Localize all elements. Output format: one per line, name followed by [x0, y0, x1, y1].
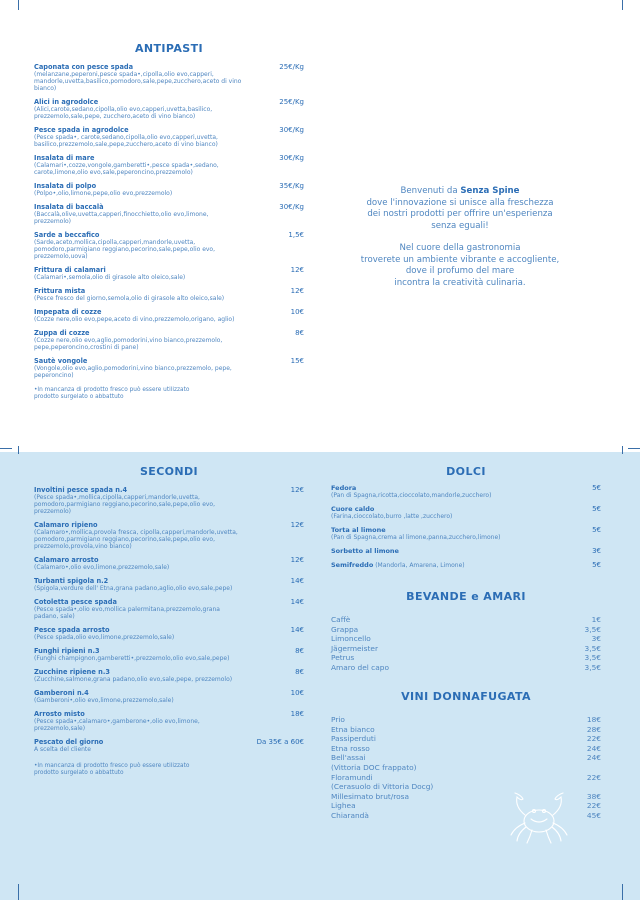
item-name: Impepata di cozze — [34, 308, 102, 316]
item-description: (Zucchine,salmone,grana padano,olio evo,sale,pepe, prezzemolo) — [34, 676, 233, 683]
item-description: (Vongole,olio evo,aglio,pomodorini,vino bianco,prezzemolo, pepe, peperoncino) — [34, 365, 232, 379]
antipasti-item — [34, 308, 304, 323]
item-name: Turbanti spigola n.2 — [34, 577, 109, 585]
item-name: Pesce spada arrosto — [34, 626, 110, 634]
item-name: Insalata di polpo — [34, 182, 97, 190]
secondi-item — [34, 668, 304, 683]
item-name: Involtini pesce spada n.4 — [34, 486, 128, 494]
item-name: Passiperduti — [331, 734, 376, 744]
item-name: Bell'assai — [331, 753, 366, 763]
antipasti-item — [34, 266, 304, 281]
item-name — [331, 505, 601, 513]
item-price: 30€/Kg — [279, 126, 304, 134]
secondi-note: •In mancanza di prodotto fresco può essere utilizzato prodotto surgelato o abbattuto — [34, 763, 190, 776]
item-name: Grappa — [331, 624, 359, 634]
antipasti-item — [34, 287, 304, 302]
dolci-item — [331, 505, 601, 520]
bevande-list — [331, 615, 601, 673]
antipasti-item — [34, 357, 304, 379]
antipasti-item — [34, 98, 304, 120]
item-name: Chiarandà — [331, 810, 369, 820]
item-price: 5€ — [592, 526, 601, 534]
crop-mark — [622, 884, 623, 900]
crop-mark — [628, 448, 640, 449]
item-price: 1,5€ — [288, 231, 304, 239]
item-name: (Cerasuolo di Vittoria Docg) — [331, 782, 434, 792]
item-name: Etna bianco — [331, 724, 375, 734]
item-price: 22€ — [586, 734, 601, 744]
item-name: Lighea — [331, 801, 356, 811]
item-name: Insalata di mare — [34, 154, 95, 162]
welcome-line2: dove l'innovazione si unisce alla freschezza — [366, 197, 554, 208]
antipasti-list — [34, 63, 304, 379]
item-description: (Pesce spada•,calamaro•,gamberone•,olio evo,limone, prezzemolo,sale) — [34, 718, 200, 732]
item-description: (Farina,cioccolato,burro ,latte ,zucchero) — [331, 513, 453, 520]
vini-item — [331, 763, 601, 773]
item-name: Funghi ripieni n.3 — [34, 647, 100, 655]
item-description: (Pesce fresco del giorno,semola,olio di girasole alto oleico,sale) — [34, 295, 225, 302]
item-description: (Polpo•,olio,limone,pepe,olio evo,prezzemolo) — [34, 190, 173, 197]
item-description: (melanzane,peperoni,pesce spada•,cipolla,olio evo,capperi, mandorle,uvetta,basilico,pomodoro,sale,pepe,zucchero,aceto di vino bianco) — [34, 71, 242, 92]
item-name: Frittura di calamari — [34, 266, 106, 274]
item-description: (Alici,carote,sedano,cipolla,olio evo,capperi,uvetta,basilico, prezzemolo,sale,pepe, zucchero,aceto di vino bianco) — [34, 106, 213, 120]
item-price: 24€ — [586, 753, 601, 763]
item-description: (Sarde,aceto,mollica,cipolla,capperi,mandorle,uvetta, pomodoro,parmigiano reggiano,pecorino,sale,pepe,olio evo, prezzemolo,uova) — [34, 239, 216, 260]
vini-item — [331, 773, 601, 783]
item-price: 14€ — [290, 598, 304, 606]
item-price: 14€ — [290, 626, 304, 634]
vini-title: VINI DONNAFUGATA — [401, 690, 531, 703]
secondi-item — [34, 486, 304, 515]
item-name-text: Fedora — [331, 484, 357, 492]
bevande-item — [331, 663, 601, 673]
item-name: Pesce spada in agrodolce — [34, 126, 129, 134]
crop-mark — [18, 446, 19, 454]
vini-item — [331, 715, 601, 725]
bevande-item — [331, 653, 601, 663]
antipasti-item — [34, 154, 304, 176]
crop-mark — [18, 0, 19, 10]
item-description: (Funghi champignon,gamberetti•,prezzemolo,olio evo,sale,pepe) — [34, 655, 230, 662]
item-name-text: Semifreddo — [331, 561, 374, 569]
vini-item — [331, 753, 601, 763]
item-price: 22€ — [586, 801, 601, 811]
item-price: 12€ — [290, 266, 304, 274]
antipasti-note: •In mancanza di prodotto fresco può essere utilizzato prodotto surgelato o abbattuto — [34, 387, 190, 400]
welcome-line8: incontra la creatività culinaria. — [394, 277, 526, 288]
secondi-item — [34, 577, 304, 592]
secondi-item — [34, 738, 304, 753]
item-price: 8€ — [295, 668, 304, 676]
crop-mark — [18, 884, 19, 900]
item-name: Floramundi — [331, 772, 373, 782]
item-name: Zucchine ripiene n.3 — [34, 668, 110, 676]
item-name-text: Torta al limone — [331, 526, 386, 534]
secondi-item — [34, 598, 304, 620]
item-price: 18€ — [586, 715, 601, 724]
item-price: 18€ — [290, 710, 304, 718]
crab-icon — [505, 785, 573, 847]
antipasti-item — [34, 126, 304, 148]
secondi-item — [34, 689, 304, 704]
item-price: 25€/Kg — [279, 98, 304, 106]
item-name: Frittura mista — [34, 287, 86, 295]
item-name: Pescato del giorno — [34, 738, 104, 746]
item-price: 8€ — [295, 329, 304, 337]
bevande-item — [331, 644, 601, 654]
welcome-line6: troverete un ambiente vibrante e accogliente, — [360, 254, 560, 265]
item-price: 12€ — [290, 287, 304, 295]
item-price: 24€ — [586, 743, 601, 753]
secondi-title: SECONDI — [139, 465, 199, 478]
item-description: (Pan di Spagna,crema al limone,panna,zucchero,limone) — [331, 534, 501, 541]
vini-item — [331, 734, 601, 744]
item-description: (Cozze nere,olio evo,pepe,aceto di vino,prezzemolo,origano, aglio) — [34, 316, 235, 323]
antipasti-item — [34, 329, 304, 351]
item-name — [331, 547, 601, 555]
item-name: Limoncello — [331, 634, 371, 644]
item-description: (Calamaro•,mollica,provola fresca, cipolla,capperi,mandorle,uvetta, pomodoro,parmigiano reggiano,pecorino,sale,pepe,olio evo, prezzemolo,provola,vino bianco) — [34, 529, 238, 550]
item-description: (Baccalà,olive,uvetta,capperi,finocchietto,olio evo,limone, prezzemolo) — [34, 211, 209, 225]
bevande-section — [331, 590, 601, 673]
item-price: 38€ — [586, 791, 601, 801]
item-name: Sarde a beccafico — [34, 231, 100, 239]
bevande-item — [331, 615, 601, 625]
item-name-text: Sorbetto al limone — [331, 547, 399, 555]
item-description: (Pan di Spagna,ricotta,cioccolato,mandorle,zucchero) — [331, 492, 492, 499]
vini-item — [331, 725, 601, 735]
item-name: Zuppa di cozze — [34, 329, 90, 337]
item-price: 15€ — [290, 357, 304, 365]
antipasti-item — [34, 182, 304, 197]
secondi-item — [34, 710, 304, 732]
item-price: 12€ — [290, 486, 304, 494]
item-name — [331, 526, 601, 534]
item-description: (Spigola,verdure dell' Etna,grana padano,aglio,olio evo,sale,pepe) — [34, 585, 233, 592]
secondi-item — [34, 556, 304, 571]
dolci-item — [331, 484, 601, 499]
welcome-text — [350, 186, 570, 289]
item-name: Alici in agrodolce — [34, 98, 99, 106]
item-description: (Calamari•,cozze,vongole,gamberetti•,pesce spada•,sedano, carote,limone,olio evo,sale,peperoncino,prezzemolo) — [34, 162, 219, 176]
item-description: (Calamaro•,olio evo,limone,prezzemolo,sale) — [34, 564, 170, 571]
dolci-item — [331, 526, 601, 541]
item-description: A scelta del cliente — [34, 746, 91, 753]
secondi-item — [34, 521, 304, 550]
item-name: Arrosto misto — [34, 710, 85, 718]
item-price: 3,5€ — [584, 643, 601, 653]
item-price: 5€ — [592, 561, 601, 569]
item-name — [331, 484, 601, 492]
item-price: 12€ — [290, 521, 304, 529]
welcome-line5: Nel cuore della gastronomia — [399, 243, 521, 253]
item-price: 28€ — [586, 724, 601, 734]
item-name: Caponata con pesce spada — [34, 63, 134, 71]
welcome-line4: senza eguali! — [431, 220, 489, 231]
secondi-list — [34, 486, 304, 753]
dolci-item — [331, 561, 601, 569]
item-name-text: Cuore caldo — [331, 505, 375, 513]
item-name: Etna rosso — [331, 743, 370, 753]
item-name — [331, 561, 601, 569]
item-price: 10€ — [290, 689, 304, 697]
item-price: 45€ — [586, 810, 601, 820]
welcome-line7: dove il profumo del mare — [405, 266, 515, 276]
item-price: 8€ — [295, 647, 304, 655]
item-price: 1€ — [591, 615, 601, 624]
item-price: 12€ — [290, 556, 304, 564]
item-description: (Pesce spada•,mollica,cipolla,capperi,mandorle,uvetta, pomodoro,parmigiano reggiano,pecorino,sale,pepe,olio evo, prezzemolo) — [34, 494, 216, 515]
item-price: 10€ — [290, 308, 304, 316]
secondi-item — [34, 647, 304, 662]
dolci-section — [331, 465, 601, 575]
item-price: 5€ — [592, 484, 601, 492]
item-name: Gamberoni n.4 — [34, 689, 89, 697]
dolci-list — [331, 484, 601, 569]
item-price: 5€ — [592, 505, 601, 513]
item-name: Prio — [331, 715, 345, 724]
antipasti-section — [34, 42, 304, 401]
antipasti-title: ANTIPASTI — [135, 42, 203, 55]
antipasti-item — [34, 63, 304, 92]
item-price: 35€/Kg — [279, 182, 304, 190]
crop-mark — [622, 0, 623, 10]
item-description: (Mandorla, Amarena, Limone) — [373, 562, 465, 569]
item-price: 22€ — [586, 772, 601, 782]
vini-item — [331, 744, 601, 754]
crop-mark — [0, 448, 12, 449]
dolci-title: DOLCI — [446, 465, 486, 478]
item-price: 14€ — [290, 577, 304, 585]
item-description: (Gamberoni•,olio evo,limone,prezzemolo,sale) — [34, 697, 174, 704]
item-price: 3,5€ — [584, 662, 601, 672]
item-price: 3€ — [592, 547, 601, 555]
crop-mark — [622, 446, 623, 454]
item-name: Petrus — [331, 653, 355, 663]
item-description: (Pesce spada•, carote,sedano,cipolla,olio evo,capperi,uvetta, basilico,prezzemolo,sale,pepe,zucchero,aceto di vino bianco) — [34, 134, 218, 148]
welcome-line1-pre: Benvenuti da — [400, 186, 461, 196]
secondi-section — [34, 465, 304, 777]
bevande-item — [331, 634, 601, 644]
item-name: Millesimato brut/rosa — [331, 791, 410, 801]
item-price: 30€/Kg — [279, 203, 304, 211]
item-name: (Vittoria DOC frappato) — [331, 762, 417, 772]
item-price: Da 35€ a 60€ — [256, 738, 304, 746]
welcome-line3: dei nostri prodotti per offrire un'esperienza — [367, 209, 553, 219]
item-price: 25€/Kg — [279, 63, 304, 71]
item-name: Cotoletta pesce spada — [34, 598, 117, 606]
secondi-item — [34, 626, 304, 641]
item-name: Amaro del capo — [331, 662, 389, 672]
antipasti-item — [34, 203, 304, 225]
item-description: (Calamari•,semola,olio di girasole alto oleico,sale) — [34, 274, 186, 281]
item-price: 3,5€ — [584, 624, 601, 634]
item-name: Insalata di baccalà — [34, 203, 104, 211]
dolci-item — [331, 547, 601, 555]
item-description: (Cozze nere,olio evo,aglio,pomodorini,vino bianco,prezzemolo, pepe,peperoncino,crostini di pane) — [34, 337, 223, 351]
item-name: Calamaro arrosto — [34, 556, 99, 564]
item-name: Sautè vongole — [34, 357, 88, 365]
item-name: Caffè — [331, 615, 351, 624]
item-name: Calamaro ripieno — [34, 521, 98, 529]
welcome-brand: Senza Spine — [460, 186, 520, 196]
bevande-title: BEVANDE e AMARI — [406, 590, 526, 603]
item-price: 3,5€ — [584, 653, 601, 663]
item-price: 3€ — [591, 634, 601, 644]
item-description: (Pesce spada,olio evo,limone,prezzemolo,sale) — [34, 634, 175, 641]
antipasti-item — [34, 231, 304, 260]
item-description: (Pesce spada•,olio evo,mollica palermitana,prezzemolo,grana padano, sale) — [34, 606, 220, 620]
item-name: Jägermeister — [331, 643, 378, 653]
bevande-item — [331, 625, 601, 635]
item-price: 30€/Kg — [279, 154, 304, 162]
